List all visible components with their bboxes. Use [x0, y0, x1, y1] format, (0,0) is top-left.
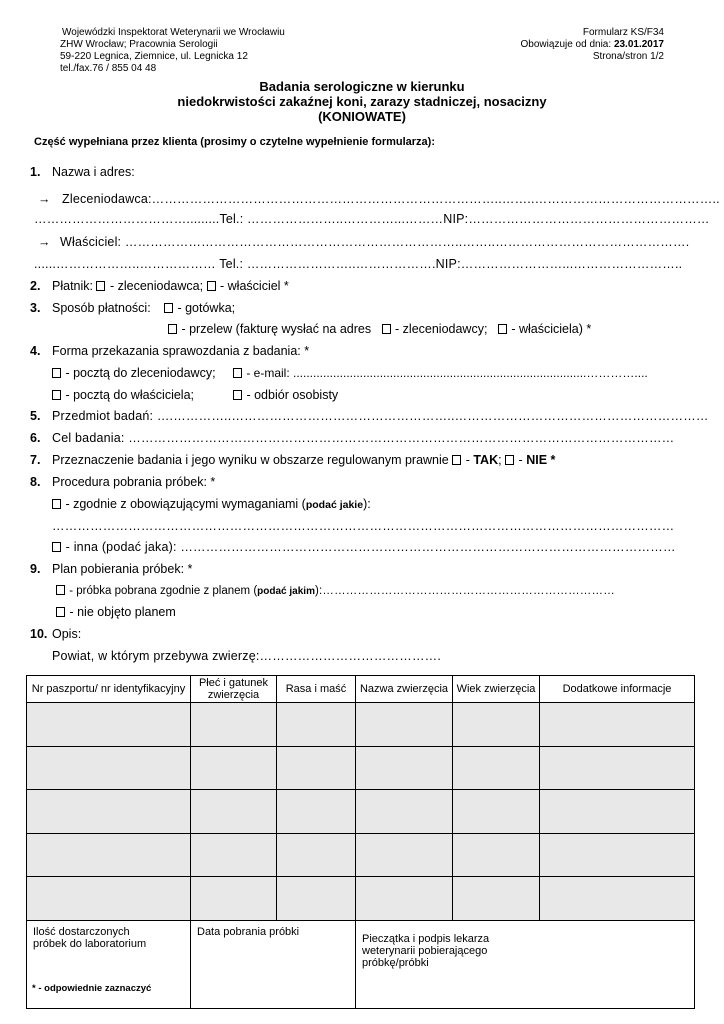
invoice-owner-label: - właściciela) *: [507, 322, 592, 336]
sampling-date-cell[interactable]: Data pobrania próbki: [191, 920, 356, 1008]
col-breed-color: Rasa i maść: [277, 676, 356, 703]
table-cell[interactable]: [277, 746, 356, 790]
sampling-procedure-label: Procedura pobrania próbek: *: [52, 475, 216, 489]
table-cell[interactable]: [453, 790, 540, 834]
s10-number: 10.: [30, 627, 48, 641]
arrow-icon: →: [38, 192, 51, 206]
owner-phone-nip[interactable]: ......………………..……………… Tel.: ……………………..……………….NIP:……………………...……………………..: [34, 257, 683, 271]
report-pickup-checkbox[interactable]: [233, 390, 242, 400]
payer-label: Płatnik:: [52, 279, 93, 293]
header-phone: tel./fax.76 / 855 04 48: [60, 63, 157, 74]
payment-transfer-row: [168, 322, 591, 337]
table-footer-row: [27, 920, 695, 1008]
ordering-party-field[interactable]: Zleceniodawca:………………………………………………………………………..……..……………………………………..: [62, 192, 720, 206]
table-cell[interactable]: [453, 877, 540, 921]
payer-row: [52, 279, 289, 294]
owner-field[interactable]: Właściciel: ……………………………………………………………………..……..……………………………………….: [60, 235, 690, 249]
table-row: [27, 703, 695, 747]
plan-none-checkbox[interactable]: [56, 607, 65, 617]
regulated-no-checkbox[interactable]: [505, 455, 514, 465]
valid-from: Obowiązuje od dnia: 23.01.2017: [520, 39, 664, 50]
title-line-3: (KONIOWATE): [318, 109, 406, 124]
procedure-other-row: [52, 540, 676, 555]
s5-number: 5.: [30, 409, 41, 423]
client-part-heading: Część wypełniana przez klienta (prosimy o czytelne wypełnienie formularza):: [34, 136, 436, 148]
table-cell[interactable]: [277, 877, 356, 921]
sampling-plan-label: Plan pobierania próbek: *: [52, 562, 193, 576]
table-cell[interactable]: [540, 877, 695, 921]
title-line-2: niedokrwistości zakaźnej koni, zarazy stadniczej, nosacizny: [177, 94, 547, 109]
table-header-row: [27, 676, 695, 703]
s2-number: 2.: [30, 279, 41, 293]
report-mail-owner-label: - pocztą do właściciela;: [62, 388, 195, 402]
table-cell[interactable]: [356, 833, 453, 877]
s4-number: 4.: [30, 344, 41, 358]
regulated-yes-label: TAK: [473, 453, 499, 467]
report-mail-owner-checkbox[interactable]: [52, 390, 61, 400]
table-cell[interactable]: [540, 703, 695, 747]
regulated-row: Przeznaczenie badania i jego wyniku w obszarze regulowanym prawnie - TAK; - NIE *: [52, 453, 556, 467]
procedure-compliant-checkbox[interactable]: [52, 499, 61, 509]
s6-number: 6.: [30, 431, 41, 445]
payment-transfer-checkbox[interactable]: [168, 324, 177, 334]
ordering-party-phone-nip[interactable]: ……………………………….........Tel.: …………………..…………...………NIP:…………………………………………………: [34, 212, 710, 226]
report-email-row: [233, 366, 648, 381]
report-form-label: Forma przekazania sprawozdania z badania: *: [52, 344, 310, 358]
procedure-compliant-row: - zgodnie z obowiązującymi wymaganiami (podać jakie):: [52, 497, 371, 513]
plan-none-row: [56, 605, 176, 620]
col-passport: Nr paszportu/ nr identyfikacyjny: [27, 676, 191, 703]
s3-number: 3.: [30, 301, 41, 315]
table-cell[interactable]: [356, 877, 453, 921]
page-number: Strona/stron 1/2: [592, 51, 664, 62]
regulated-no-label: NIE *: [526, 453, 556, 467]
col-animal-age: Wiek zwierzęcia: [453, 676, 540, 703]
table-cell[interactable]: [453, 833, 540, 877]
table-cell[interactable]: [277, 703, 356, 747]
table-cell[interactable]: [453, 746, 540, 790]
report-mail-ordering-label: - pocztą do zleceniodawcy;: [62, 366, 216, 380]
table-cell[interactable]: [277, 790, 356, 834]
s1-label: Nazwa i adres:: [52, 165, 135, 179]
table-cell[interactable]: [540, 790, 695, 834]
col-additional-info: Dodatkowe informacje: [540, 676, 695, 703]
header-org: Wojewódzki Inspektorat Weterynarii we Wrocławiu: [62, 27, 285, 38]
table-cell[interactable]: [27, 833, 191, 877]
report-email-field[interactable]: - e-mail: ........................................................................................…………....: [243, 366, 648, 380]
table-row: [27, 877, 695, 921]
table-cell[interactable]: [27, 790, 191, 834]
s9-number: 9.: [30, 562, 41, 576]
report-pickup-row: [233, 388, 338, 403]
table-cell[interactable]: [27, 877, 191, 921]
col-animal-name: Nazwa zwierzęcia: [356, 676, 453, 703]
animals-table: [26, 675, 695, 1009]
table-cell[interactable]: [453, 703, 540, 747]
report-mail-owner-row: [52, 388, 194, 403]
plan-compliant-checkbox[interactable]: [56, 585, 65, 595]
table-row: [27, 833, 695, 877]
table-cell[interactable]: [191, 703, 277, 747]
table-cell[interactable]: [191, 877, 277, 921]
s1-number: 1.: [30, 165, 41, 179]
purpose-field[interactable]: Cel badania: …………………………………………………………………………………………………………………: [52, 431, 675, 445]
report-email-checkbox[interactable]: [233, 368, 242, 378]
payment-cash-label: - gotówka;: [174, 301, 236, 315]
form-number: Formularz KS/F34: [582, 27, 664, 38]
invoice-ordering-label: - zleceniodawcy;: [391, 322, 488, 336]
table-cell[interactable]: [540, 833, 695, 877]
plan-compliant-field[interactable]: ):…………………………………………………………………: [314, 585, 615, 597]
table-row: [27, 746, 695, 790]
table-cell[interactable]: [27, 703, 191, 747]
county-field[interactable]: Powiat, w którym przebywa zwierzę:…………………………………….: [52, 649, 442, 663]
invoice-ordering-checkbox[interactable]: [382, 324, 391, 334]
footnote: * - odpowiednie zaznaczyć: [32, 983, 152, 994]
header-address: 59-220 Legnica, Ziemnice, ul. Legnicka 12: [60, 51, 248, 62]
samples-count-cell[interactable]: Ilość dostarczonych próbek do laboratorium: [27, 920, 191, 1008]
table-cell[interactable]: [277, 833, 356, 877]
col-sex-species: Płeć i gatunek zwierzęcia: [191, 676, 277, 703]
vet-stamp-cell[interactable]: Pieczątka i podpis lekarza weterynarii pobierającego próbkę/próbki: [356, 920, 695, 1008]
arrow-icon: →: [38, 235, 51, 249]
plan-compliant-row: - próbka pobrana zgodnie z planem (podać jakim):…………………………………………………………………: [56, 584, 615, 599]
payer-ordering-label: - zleceniodawca;: [106, 279, 204, 293]
procedure-other-checkbox[interactable]: [52, 542, 61, 552]
payer-owner-checkbox[interactable]: [207, 281, 216, 291]
payment-cash-row: [164, 301, 235, 316]
table-cell[interactable]: [540, 746, 695, 790]
table-cell[interactable]: [191, 746, 277, 790]
procedure-other-field[interactable]: - inna (podać jaka): ………………………………………………………………………………………………………: [62, 540, 676, 554]
report-pickup-label: - odbiór osobisty: [243, 388, 339, 402]
table-cell[interactable]: [191, 833, 277, 877]
table-cell[interactable]: [27, 746, 191, 790]
report-mail-ordering-checkbox[interactable]: [52, 368, 61, 378]
table-cell[interactable]: [191, 790, 277, 834]
table-cell[interactable]: [356, 746, 453, 790]
procedure-compliant-field[interactable]: …………………………………………………………………………………………………………………………………: [52, 519, 675, 533]
regulated-label: Przeznaczenie badania i jego wyniku w obszarze regulowanym prawnie: [52, 453, 449, 467]
header-dept: ZHW Wrocław; Pracownia Serologii: [60, 39, 218, 50]
s7-number: 7.: [30, 453, 41, 467]
report-mail-ordering-row: [52, 366, 216, 381]
subject-field[interactable]: Przedmiot badań: ….…………..……………………………………………..……………………………………………………: [52, 409, 709, 423]
payment-label: Sposób płatności:: [52, 301, 151, 315]
table-cell[interactable]: [356, 790, 453, 834]
plan-none-label: - nie objęto planem: [66, 605, 176, 619]
s8-number: 8.: [30, 475, 41, 489]
description-label: Opis:: [52, 627, 82, 641]
title-line-1: Badania serologiczne w kierunku: [259, 79, 465, 94]
invoice-owner-checkbox[interactable]: [498, 324, 507, 334]
table-cell[interactable]: [356, 703, 453, 747]
regulated-yes-checkbox[interactable]: [452, 455, 461, 465]
payer-owner-label: - właściciel *: [216, 279, 289, 293]
table-row: [27, 790, 695, 834]
payment-cash-checkbox[interactable]: [164, 303, 173, 313]
payment-transfer-label: - przelew (fakturę wysłać na adres: [178, 322, 372, 336]
payer-ordering-checkbox[interactable]: [96, 281, 105, 291]
